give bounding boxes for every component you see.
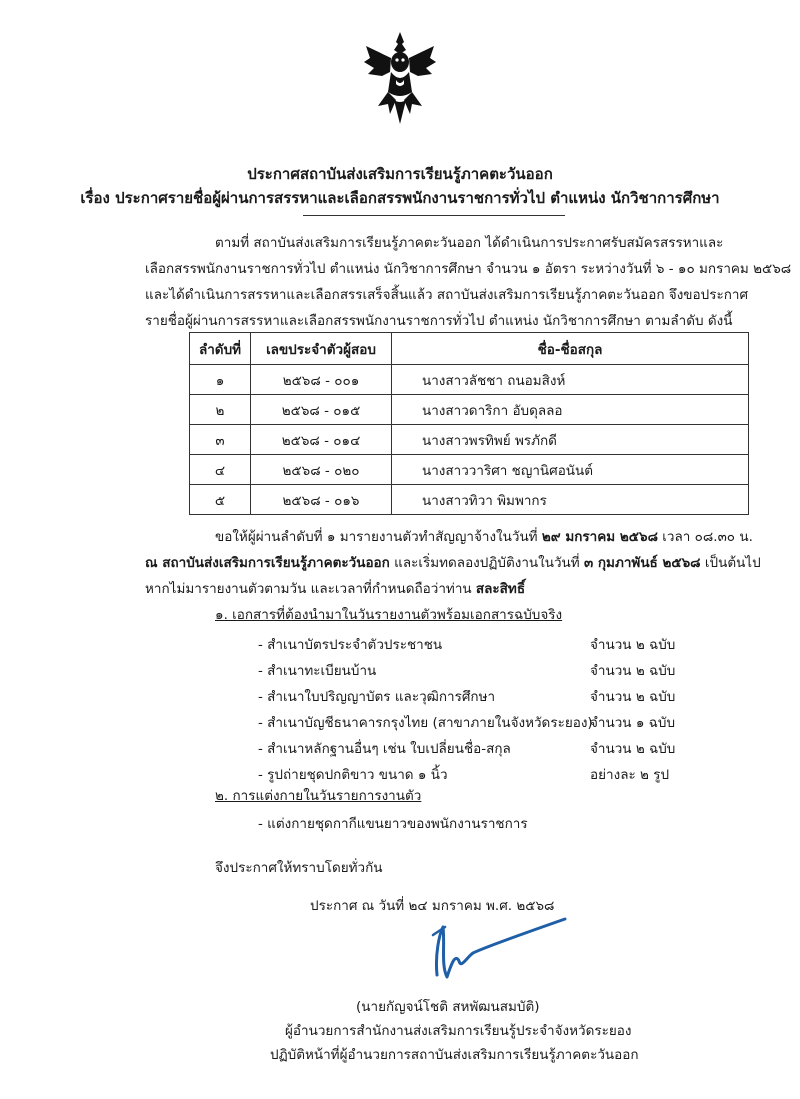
candidates-table [189, 332, 749, 515]
intro-line-2: เลือกสรรพนักงานราชการทั่วไป ตำแหน่ง นักวิชาการศึกษา จำนวน ๑ อัตรา ระหว่างวันที่ ๖ - ๑๐ มกราคม ๒๕๖๘ [145, 261, 792, 277]
announcement-title: ประกาศสถาบันส่งเสริมการเรียนรู้ภาคตะวันออก [247, 165, 553, 183]
row-order: ๑ [190, 365, 251, 395]
document-qty: จำนวน ๒ ฉบับ [590, 689, 676, 705]
report-line-3 [145, 579, 525, 599]
forfeit-text: สละสิทธิ์ [475, 581, 526, 597]
table-row [190, 395, 749, 425]
row-fullname: นางสาวทิวา พิมพากร [392, 485, 749, 515]
document-qty: อย่างละ ๒ รูป [590, 767, 670, 783]
document-item: - สำเนาทะเบียนบ้าน [258, 663, 377, 679]
header-exam-id: เลขประจำตัวผู้สอบ [251, 333, 392, 365]
row-exam-id: ๒๕๖๘ - ๐๑๕ [251, 395, 392, 425]
start-date: ๓ กุมภาพันธ์ ๒๕๖๘ [583, 555, 701, 571]
garuda-emblem [360, 28, 440, 128]
report-time: เวลา ๐๘.๓๐ น. [658, 529, 753, 545]
report-text: เป็นต้นไป [700, 555, 761, 571]
announcement-date: ประกาศ ณ วันที่ ๒๔ มกราคม พ.ศ. ๒๕๖๘ [310, 898, 555, 914]
intro-line-1: ตามที่ สถาบันส่งเสริมการเรียนรู้ภาคตะวันออก ได้ดำเนินการประกาศรับสมัครสรรหาและ [215, 235, 724, 251]
table-row [190, 485, 749, 515]
document-item: - สำเนาบัญชีธนาคารกรุงไทย (สาขาภายในจังหวัดระยอง) [258, 715, 593, 731]
row-fullname: นางสาววาริศา ชญานิศอนันต์ [392, 455, 749, 485]
report-location: ณ สถาบันส่งเสริมการเรียนรู้ภาคตะวันออก [145, 555, 390, 571]
row-order: ๓ [190, 425, 251, 455]
row-order: ๔ [190, 455, 251, 485]
row-exam-id: ๒๕๖๘ - ๐๑๔ [251, 425, 392, 455]
signer-position-1: ผู้อำนวยการสำนักงานส่งเสริมการเรียนรู้ประจำจังหวัดระยอง [285, 1023, 632, 1039]
row-exam-id: ๒๕๖๘ - ๐๐๑ [251, 365, 392, 395]
document-qty: จำนวน ๑ ฉบับ [590, 715, 676, 731]
dress-item: - แต่งกายชุดกากีแขนยาวของพนักงานราชการ [258, 816, 528, 832]
report-line-1 [215, 527, 753, 547]
report-text: และเริ่มทดลองปฏิบัติงานในวันที่ [389, 555, 584, 571]
table-header-row [190, 333, 749, 365]
report-text: ขอให้ผู้ผ่านลำดับที่ ๑ มารายงานตัวทำสัญญาจ้างในวันที่ [215, 529, 542, 545]
document-qty: จำนวน ๒ ฉบับ [590, 741, 676, 757]
row-exam-id: ๒๕๖๘ - ๐๑๖ [251, 485, 392, 515]
document-item: - สำเนาบัตรประจำตัวประชาชน [258, 637, 443, 653]
document-qty: จำนวน ๒ ฉบับ [590, 637, 676, 653]
intro-line-4: รายชื่อผู้ผ่านการสรรหาและเลือกสรรพนักงานราชการทั่วไป ตำแหน่ง นักวิชาการศึกษา ตามลำดับ ดังนี้ [145, 313, 733, 329]
intro-line-3: และได้ดำเนินการสรรหาและเลือกสรรเสร็จสิ้นแล้ว สถาบันส่งเสริมการเรียนรู้ภาคตะวันออก จึงขอประกาศ [145, 287, 749, 303]
documents-heading: ๑. เอกสารที่ต้องนำมาในวันรายงานตัวพร้อมเอกสารฉบับจริง [215, 607, 563, 623]
row-fullname: นางสาวพรทิพย์ พรภักดี [392, 425, 749, 455]
signer-name: (นายกัญจน์โชติ สหพัฒนสมบัติ) [356, 999, 540, 1015]
report-text: หากไม่มารายงานตัวตามวัน และเวลาที่กำหนดถือว่าท่าน [145, 581, 476, 597]
header-order: ลำดับที่ [190, 333, 251, 365]
announcement-subject: เรื่อง ประกาศรายชื่อผู้ผ่านการสรรหาและเลือกสรรพนักงานราชการทั่วไป ตำแหน่ง นักวิชาการศึกษา [80, 189, 720, 207]
report-line-2 [145, 553, 761, 573]
document-item: - สำเนาใบปริญญาบัตร และวุฒิการศึกษา [258, 689, 496, 705]
table-row [190, 455, 749, 485]
table-row [190, 425, 749, 455]
signature [415, 905, 575, 990]
document-qty: จำนวน ๒ ฉบับ [590, 663, 676, 679]
row-exam-id: ๒๕๖๘ - ๐๒๐ [251, 455, 392, 485]
row-order: ๒ [190, 395, 251, 425]
row-fullname: นางสาวลัชชา ถนอมสิงห์ [392, 365, 749, 395]
signer-position-2: ปฏิบัติหน้าที่ผู้อำนวยการสถาบันส่งเสริมการเรียนรู้ภาคตะวันออก [270, 1047, 639, 1063]
header-fullname: ชื่อ-ชื่อสกุล [392, 333, 749, 365]
row-order: ๕ [190, 485, 251, 515]
title-divider [303, 215, 565, 216]
report-date: ๒๙ มกราคม ๒๕๖๘ [541, 529, 658, 545]
dress-heading: ๒. การแต่งกายในวันรายการงานตัว [215, 788, 422, 804]
document-item: - สำเนาหลักฐานอื่นๆ เช่น ใบเปลี่ยนชื่อ-สกุล [258, 741, 511, 757]
row-fullname: นางสาวดาริกา อับดุลลอ [392, 395, 749, 425]
table-row [190, 365, 749, 395]
closing-text: จึงประกาศให้ทราบโดยทั่วกัน [215, 860, 383, 876]
document-item: - รูปถ่ายชุดปกติขาว ขนาด ๑ นิ้ว [258, 767, 448, 783]
